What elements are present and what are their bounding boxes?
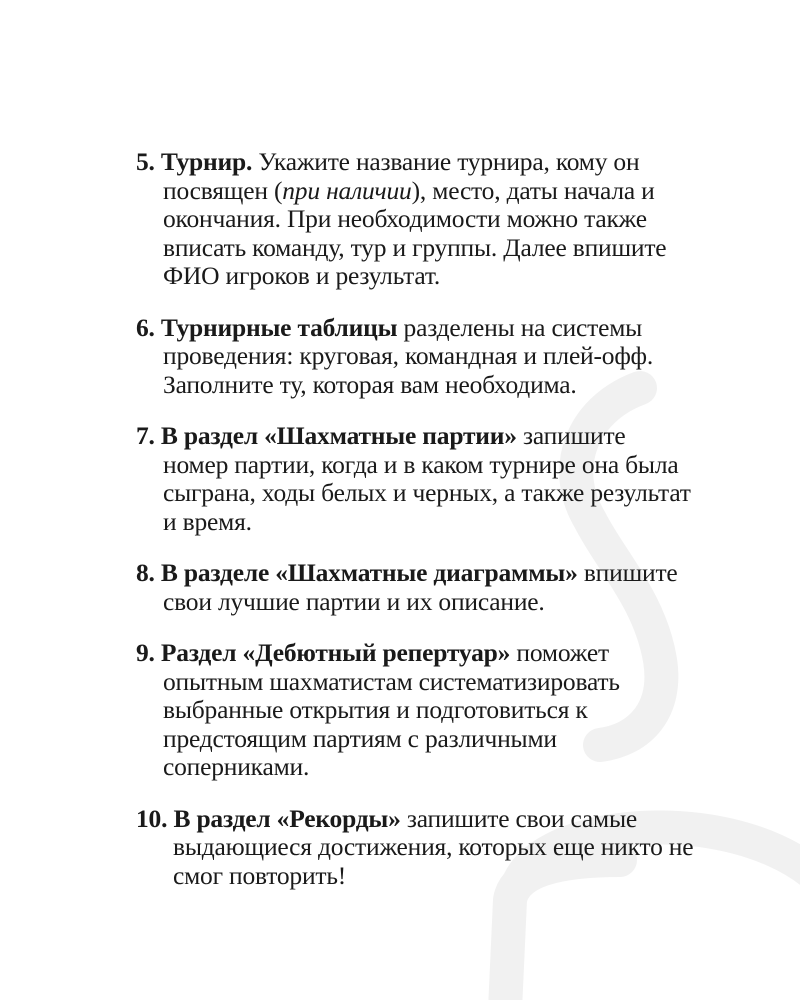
item-heading: В раздел «Рекорды» [173,803,401,833]
list-item-7 [136,422,696,536]
instructions-list [136,148,696,913]
item-text: Укажите название турнира, кому он посвящен ( [163,147,640,205]
list-item-8 [136,559,696,616]
list-item-10 [136,805,696,891]
item-heading: Турнирные таблицы [160,312,398,342]
item-text: поможет опытным шахматистам систематизировать выбранные открытия и подготовиться к предстоящим партиям с различными соперниками. [163,638,620,781]
item-heading: В раздел «Шахматные партии» [160,421,517,450]
list-item-5 [136,148,696,291]
item-heading: Турнир. [160,147,253,176]
item-number: 9. [136,638,155,667]
item-italic-note: при наличии [282,175,412,205]
item-text: впишите свои лучшие партии и их описание. [163,558,678,616]
item-text: запишите номер партии, когда и в каком турнире она была сыграна, ходы белых и черных, а также результат и время. [163,421,691,536]
list-item-6 [136,314,696,400]
item-text: разделены на системы проведения: круговая, командная и плей-офф. Заполните ту, которая вам необходима. [163,312,654,399]
item-text-continued: ), место, даты начала и окончания. При необходимости можно также вписать команду, тур и группы. Далее впишите ФИО игроков и результат. [163,175,667,290]
item-number: 6. [136,312,155,342]
item-number: 10. [136,803,168,833]
list-item-9 [136,639,696,782]
item-heading: Раздел «Дебютный репертуар» [160,638,511,667]
item-number: 5. [136,147,155,176]
item-number: 8. [136,558,155,587]
item-text: запишите свои самые выдающиеся достижения, которых еще никто не смог повторить! [173,803,694,890]
item-heading: В разделе «Шахматные диаграммы» [160,558,578,587]
item-number: 7. [136,421,155,450]
